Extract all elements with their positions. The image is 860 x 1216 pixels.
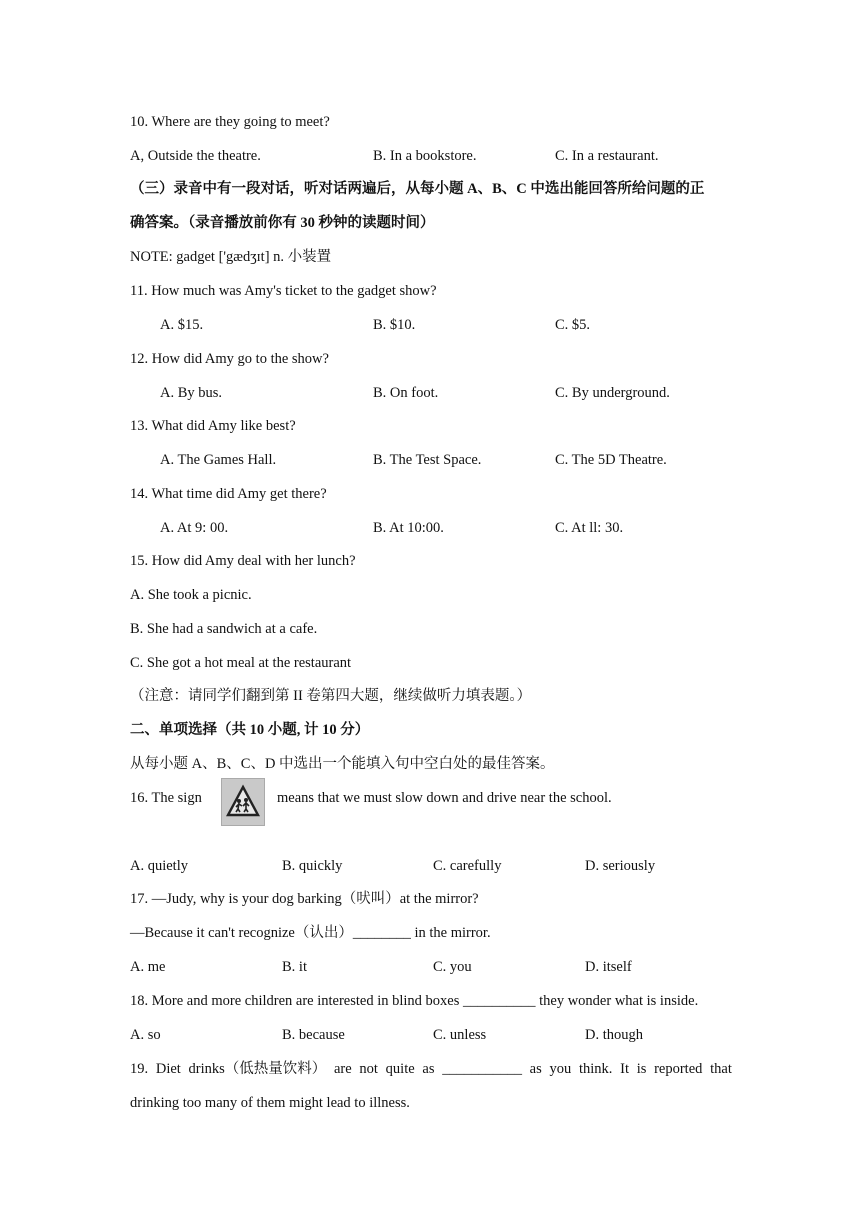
q15-question: 15. How did Amy deal with her lunch?: [130, 553, 356, 569]
q17-option-a: A. me: [130, 959, 166, 975]
q13-option-a: A. The Games Hall.: [160, 452, 277, 468]
part2-title: 二、单项选择（共 10 小题, 计 10 分）: [130, 722, 370, 738]
q16-option-b: B. quickly: [282, 858, 343, 874]
q16-text-after: means that we must slow down and drive near the school.: [277, 790, 612, 806]
q14-option-b: B. At 10:00.: [373, 520, 444, 536]
q12-option-c: C. By underground.: [555, 385, 670, 401]
q19-word: is: [636, 1061, 647, 1077]
q14-question: 14. What time did Amy get there?: [130, 486, 327, 502]
q10-option-b: B. In a bookstore.: [373, 148, 477, 164]
part2-instruction: 从每小题 A、B、C、D 中选出一个能填入句中空白处的最佳答案。: [130, 756, 555, 772]
q17-option-d: D. itself: [585, 959, 632, 975]
q19-word: quite: [385, 1061, 415, 1077]
q16-option-c: C. carefully: [433, 858, 502, 874]
q15-option-a: A. She took a picnic.: [130, 587, 252, 603]
q19-word: as: [529, 1061, 542, 1077]
q15-option-c: C. She got a hot meal at the restaurant: [130, 655, 352, 671]
q19-word: are: [334, 1061, 352, 1077]
q19-word: 19.: [130, 1061, 149, 1077]
q19-word: It: [620, 1061, 629, 1077]
q16-option-d: D. seriously: [585, 858, 656, 874]
notice-text: （注意：请同学们翻到第 II 卷第四大题，继续做听力填表题。）: [130, 688, 532, 704]
q15-option-b: B. She had a sandwich at a cafe.: [130, 621, 318, 637]
q16-text-before: 16. The sign: [130, 790, 202, 806]
q19-word: as: [422, 1061, 435, 1077]
q19-word: drinks（低热量饮料）: [188, 1061, 327, 1077]
q17-option-b: B. it: [282, 959, 307, 975]
q14-option-a: A. At 9: 00.: [160, 520, 229, 536]
q18-option-c: C. unless: [433, 1027, 487, 1043]
q19-blank: ___________: [442, 1061, 522, 1077]
q17-option-c: C. you: [433, 959, 472, 975]
q18-option-d: D. though: [585, 1027, 643, 1043]
school-crossing-sign-icon: [221, 778, 265, 826]
q17-line2: —Because it can't recognize（认出）________ in the mirror.: [130, 925, 491, 941]
q19-word: Diet: [155, 1061, 181, 1077]
q10-question: 10. Where are they going to meet?: [130, 114, 330, 130]
section3-instruction-line2: 确答案。（录音播放前你有 30 秒钟的读题时间）: [130, 215, 435, 231]
q17-line1: 17. —Judy, why is your dog barking（吠叫）at the mirror?: [130, 891, 479, 907]
q12-option-a: A. By bus.: [160, 385, 223, 401]
q11-question: 11. How much was Amy's ticket to the gadget show?: [130, 283, 437, 299]
q13-option-c: C. The 5D Theatre.: [555, 452, 667, 468]
q19-line2: drinking too many of them might lead to illness.: [130, 1095, 410, 1111]
q11-option-b: B. $10.: [373, 317, 416, 333]
q19-word: think.: [578, 1061, 613, 1077]
q11-option-c: C. $5.: [555, 317, 591, 333]
vocab-note: NOTE: gadget ['gædʒɪt] n. 小装置: [130, 249, 332, 265]
q16-option-a: A. quietly: [130, 858, 188, 874]
q13-question: 13. What did Amy like best?: [130, 418, 296, 434]
q19-word: you: [549, 1061, 572, 1077]
q19-word: reported: [654, 1061, 703, 1077]
q19-line1: [130, 1060, 732, 1078]
q10-option-a: A, Outside the theatre.: [130, 148, 261, 164]
q13-option-b: B. The Test Space.: [373, 452, 482, 468]
q12-question: 12. How did Amy go to the show?: [130, 351, 329, 367]
q18-question: 18. More and more children are interested in blind boxes __________ they wonder what is inside.: [130, 993, 699, 1009]
q19-word: not: [359, 1061, 378, 1077]
q18-option-b: B. because: [282, 1027, 345, 1043]
section3-instruction-line1: （三）录音中有一段对话，听对话两遍后，从每小题 A、B、C 中选出能回答所给问题的正: [130, 181, 705, 197]
q19-word: that: [710, 1061, 732, 1077]
q11-option-a: A. $15.: [160, 317, 204, 333]
q12-option-b: B. On foot.: [373, 385, 439, 401]
q18-option-a: A. so: [130, 1027, 161, 1043]
q14-option-c: C. At ll: 30.: [555, 520, 624, 536]
q10-option-c: C. In a restaurant.: [555, 148, 659, 164]
